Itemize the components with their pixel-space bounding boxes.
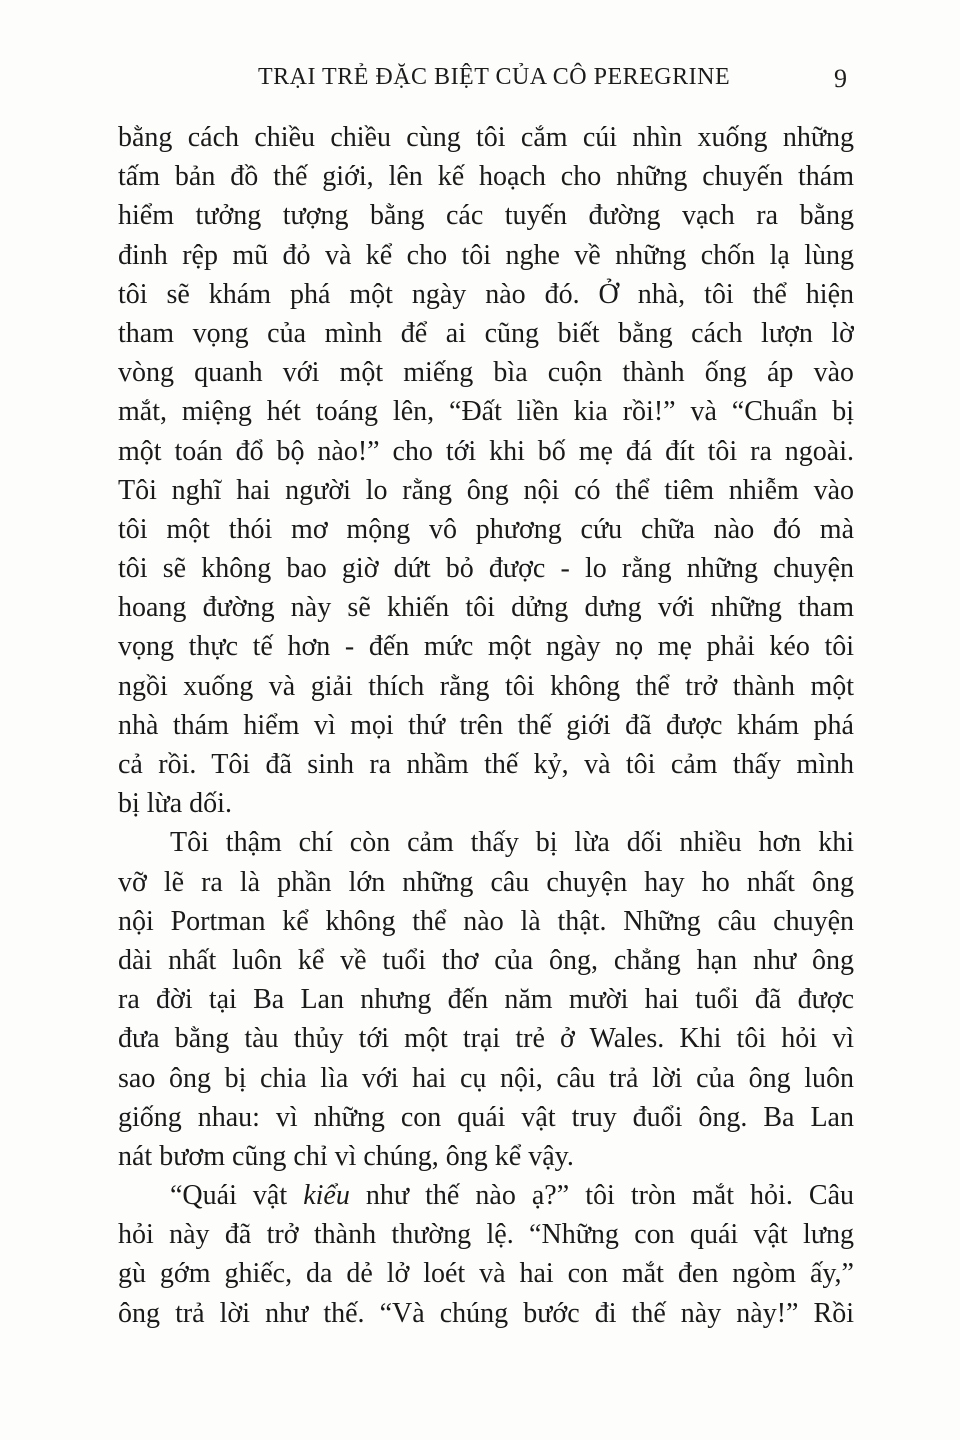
text-line: ra đời tại Ba Lan nhưng đến năm mười hai tuổi đã được bbox=[118, 984, 854, 1016]
text-line: vòng quanh với một miếng bìa cuộn thành ống áp vào bbox=[118, 357, 854, 389]
text-line bbox=[118, 1176, 854, 1215]
text-line: mắt, miệng hét toáng lên, “Đất liền kia rồi!” và “Chuẩn bị bbox=[118, 396, 854, 428]
text-line: Tôi nghĩ hai người lo rằng ông nội có thể tiêm nhiễm vào bbox=[118, 474, 854, 506]
text-line: tôi sẽ khám phá một ngày nào đó. Ở nhà, tôi thể hiện bbox=[118, 278, 854, 310]
text-line: nát bươm cũng chỉ vì chúng, ông kể vậy. bbox=[118, 1140, 574, 1172]
text-line: tôi sẽ không bao giờ dứt bỏ được - lo rằng những chuyện bbox=[118, 553, 854, 585]
text-segment: như thế nào ạ?” tôi tròn mắt hỏi. Câu bbox=[349, 1180, 854, 1212]
text-line: dài nhất luôn kể về tuổi thơ của ông, chẳng hạn như ông bbox=[118, 944, 854, 976]
text-line: đinh rệp mũ đỏ và kể cho tôi nghe về những chốn lạ lùng bbox=[118, 239, 854, 271]
text-line: hoang đường này sẽ khiến tôi dửng dưng với những tham bbox=[118, 592, 854, 624]
text-line: tôi một thói mơ mộng vô phương cứu chữa nào đó mà bbox=[118, 513, 854, 545]
page-number: 9 bbox=[834, 64, 847, 93]
text-line: ngồi xuống và giải thích rằng tôi không thể trở thành một bbox=[118, 670, 854, 702]
text-line: tham vọng của mình để ai cũng biết bằng cách lượn lờ bbox=[118, 317, 854, 349]
text-line: gù gớm ghiếc, da dẻ lở loét và hai con mắt đen ngòm ấy,” bbox=[118, 1258, 854, 1290]
text-line: ông trả lời như thế. “Và chúng bước đi thế này này!” Rồi bbox=[118, 1297, 854, 1329]
text-segment: “Quái vật bbox=[170, 1180, 304, 1212]
text-line: nhà thám hiểm vì mọi thứ trên thế giới đã được khám phá bbox=[118, 709, 854, 741]
text-line: một toán đổ bộ nào!” cho tới khi bố mẹ đá đít tôi ra ngoài. bbox=[118, 435, 854, 467]
text-line: nội Portman kể không thể nào là thật. Những câu chuyện bbox=[118, 905, 854, 937]
text-line: cả rồi. Tôi đã sinh ra nhầm thế kỷ, và tôi cảm thấy mình bbox=[118, 749, 854, 780]
running-title: TRẠI TRẺ ĐẶC BIỆT CỦA CÔ PEREGRINE bbox=[258, 64, 731, 90]
text-line: sao ông bị chia lìa với hai cụ nội, câu trả lời của ông luôn bbox=[118, 1062, 854, 1094]
body-text bbox=[118, 118, 854, 1333]
text-line: bị lừa dối. bbox=[118, 788, 232, 820]
text-line: Tôi thậm chí còn cảm thấy bị lừa dối nhiều hơn khi bbox=[170, 827, 854, 859]
text-line: bằng cách chiều chiều cùng tôi cắm cúi nhìn xuống những bbox=[118, 122, 854, 153]
text-line: hỏi này đã trở thành thường lệ. “Những con quái vật lưng bbox=[118, 1219, 854, 1251]
text-line: đưa bằng tàu thủy tới một trại trẻ ở Wales. Khi tôi hỏi vì bbox=[118, 1023, 854, 1055]
text-line: tấm bản đồ thế giới, lên kế hoạch cho những chuyến thám bbox=[118, 161, 854, 193]
italic-word: kiểu bbox=[303, 1180, 350, 1212]
text-line: giống nhau: vì những con quái vật truy đuổi ông. Ba Lan bbox=[118, 1101, 854, 1133]
text-line: vọng thực tế hơn - đến mức một ngày nọ mẹ phải kéo tôi bbox=[118, 631, 854, 663]
text-line: hiểm tưởng tượng bằng các tuyến đường vạch ra bằng bbox=[118, 200, 854, 232]
text-line: vỡ lẽ ra là phần lớn những câu chuyện hay ho nhất ông bbox=[118, 866, 854, 898]
